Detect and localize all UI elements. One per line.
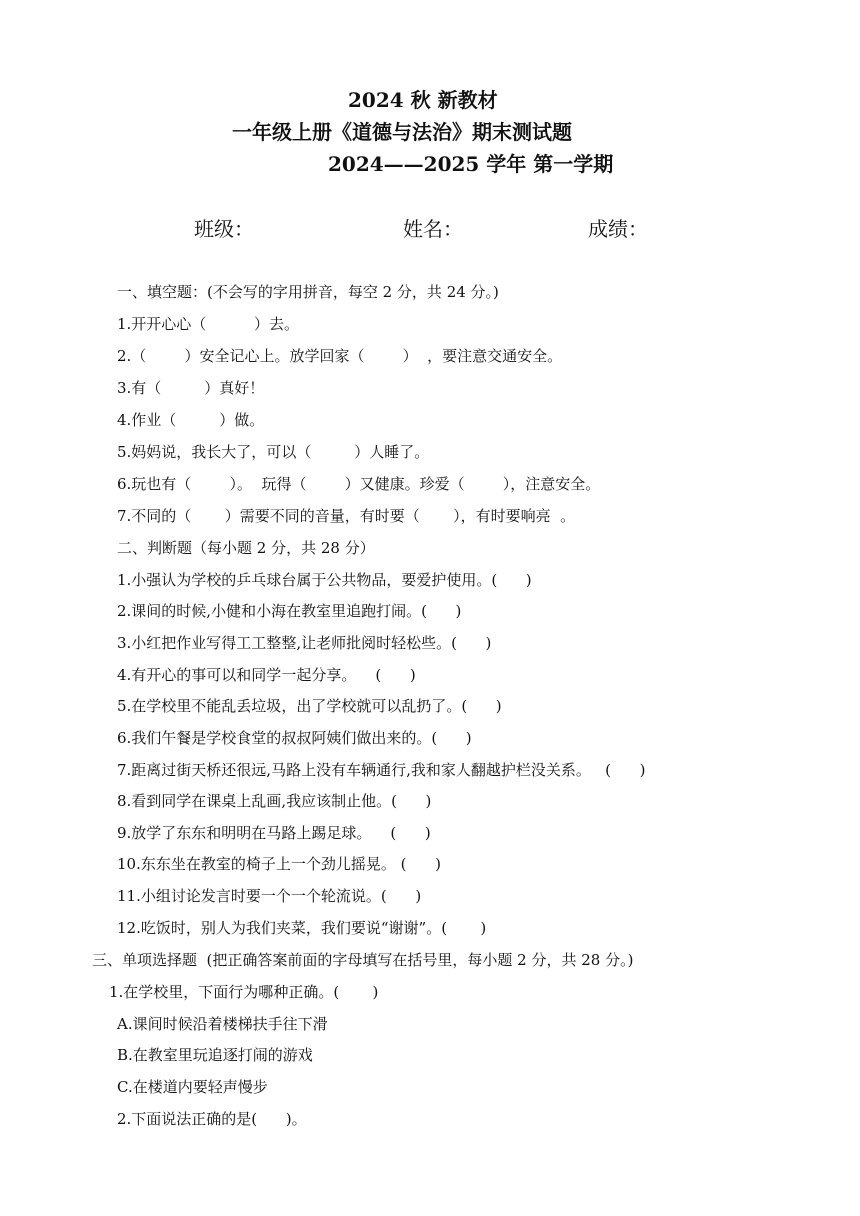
choice-option: B.在教室里玩追逐打闹的游戏	[117, 1046, 313, 1064]
judge-question: 10.东东坐在教室的椅子上一个劲儿摇晃。 ( )	[117, 855, 441, 873]
fill-question: 3.有（ ）真好！	[117, 379, 265, 397]
header-school-year: 2024——2025 学年 第一学期	[328, 152, 614, 176]
choice-option: A.课间时候沿着楼梯扶手往下滑	[117, 1015, 328, 1033]
judge-question: 6.我们午餐是学校食堂的叔叔阿姨们做出来的。( )	[117, 729, 472, 747]
judge-question: 11.小组讨论发言时要一个一个轮流说。( )	[117, 887, 422, 905]
header-title: 一年级上册《道德与法治》期末测试题	[232, 120, 572, 144]
judge-question: 5.在学校里不能乱丢垃圾，出了学校就可以乱扔了。( )	[117, 697, 502, 715]
judge-question: 8.看到同学在课桌上乱画,我应该制止他。( )	[117, 792, 432, 810]
name-label: 姓名：	[403, 217, 463, 241]
judge-question: 12.吃饭时，别人为我们夹菜，我们要说“谢谢”。( )	[117, 919, 487, 937]
fill-question: 1.开开心心（ ）去。	[117, 315, 299, 333]
fill-question: 7.不同的（ ）需要不同的音量，有时要（ ），有时要响亮 。	[117, 507, 576, 525]
fill-question: 5.妈妈说，我长大了，可以（ ）人睡了。	[117, 443, 430, 461]
judge-question: 4.有开心的事可以和同学一起分享。 ( )	[117, 666, 416, 684]
judge-question: 2.课间的时候,小健和小海在教室里追跑打闹。( )	[117, 602, 462, 620]
judge-question: 3.小红把作业写得工工整整,让老师批阅时轻松些。( )	[117, 634, 492, 652]
fill-question: 2.（ ）安全记心上。放学回家（ ） ，要注意交通安全。	[117, 347, 563, 365]
section2-heading: 二、判断题（每小题 2 分，共 28 分）	[117, 539, 375, 557]
judge-question: 7.距离过街天桥还很远,马路上没有车辆通行,我和家人翻越护栏没关系。 ( )	[117, 761, 646, 779]
class-label: 班级：	[194, 217, 254, 241]
fill-question: 4.作业（ ）做。	[117, 411, 265, 429]
choice-option: C.在楼道内要轻声慢步	[117, 1078, 268, 1096]
score-label: 成绩：	[588, 217, 648, 241]
judge-question: 1.小强认为学校的乒乓球台属于公共物品，要爱护使用。( )	[117, 571, 532, 589]
fill-question: 6.玩也有（ ）。 玩得（ ）又健康。珍爱（ ），注意安全。	[117, 475, 601, 493]
judge-question: 9.放学了东东和明明在马路上踢足球。 ( )	[117, 824, 431, 842]
section1-heading: 一、填空题：(不会写的字用拼音，每空 2 分，共 24 分。)	[117, 283, 499, 301]
choice-question: 2.下面说法正确的是( )。	[117, 1110, 307, 1128]
student-info-row	[0, 214, 860, 244]
choice-question: 1.在学校里，下面行为哪种正确。( )	[109, 983, 379, 1001]
section3-heading: 三、单项选择题 (把正确答案前面的字母填写在括号里，每小题 2 分，共 28 分。)	[92, 951, 634, 969]
header-term: 2024 秋 新教材	[348, 88, 498, 112]
